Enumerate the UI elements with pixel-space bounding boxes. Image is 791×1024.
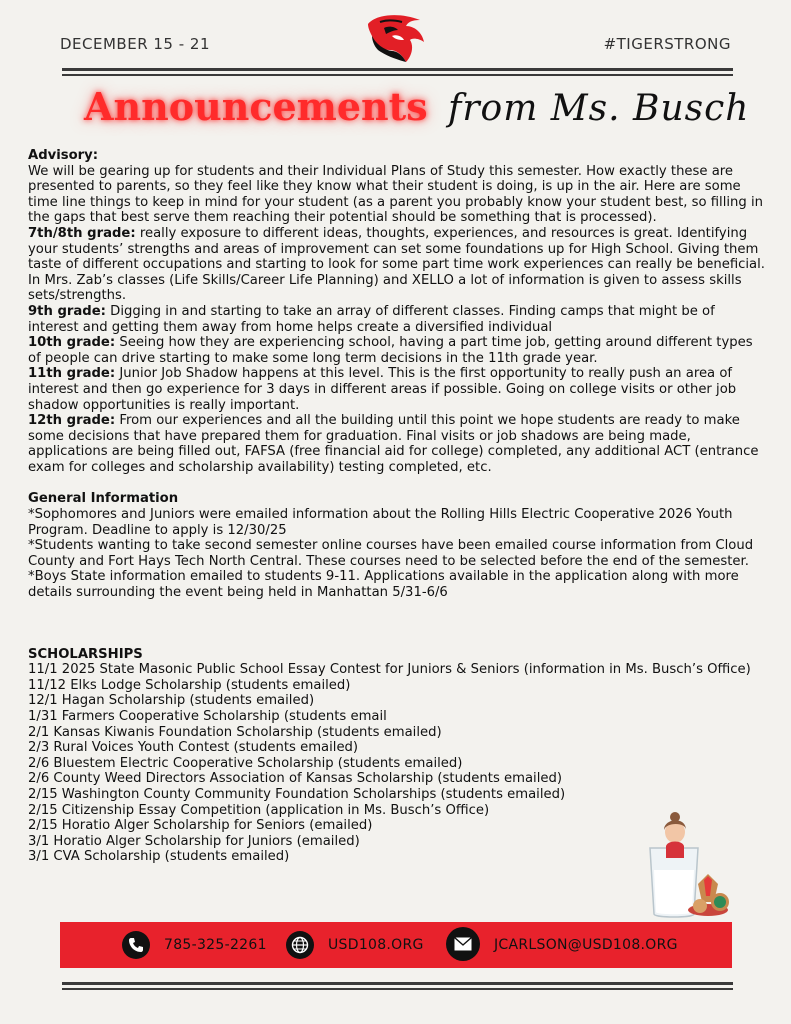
grade-11: [28, 366, 768, 413]
title-announcements: Announcements: [84, 84, 428, 129]
scholarships-heading: [28, 647, 768, 663]
grade-text: Junior Job Shadow happens at this level. This is the first opportunity to really push an area of interest and then go experience for 3 days in different areas if possible. Going on college visits or other job shadow opportunities is really important.: [28, 366, 737, 413]
scholarship-item: 1/31 Farmers Cooperative Scholarship (students email: [28, 709, 387, 724]
scholarships-heading-text: SCHOLARSHIPS: [28, 646, 143, 662]
contact-footer-bar: [60, 922, 732, 968]
scholarship-item: 11/1 2025 State Masonic Public School Essay Contest for Juniors & Seniors (information in Ms. Busch’s Office): [28, 662, 751, 678]
grade-text: Digging in and starting to take an array of different classes. Finding camps that might be of interest and getting them away from home helps create a diversified individual: [28, 303, 715, 335]
grade-text: really exposure to different ideas, thoughts, experiences, and resources is great. Identifying your students’ strengths and areas of improvement can set some foundations up for High School. Giving them taste of different occupations and starting to look for some part time work experiences can really be beneficial. In Mrs. Zab’s classes (Life Skills/Career Life Planning) and XELLO a lot of information is given to assess skills sets/strengths.: [28, 225, 765, 304]
header-rule-top: [62, 68, 733, 71]
scholarship-item: 2/15 Washington County Community Foundation Scholarships (students emailed): [28, 786, 566, 802]
general-item: *Sophomores and Juniors were emailed information about the Rolling Hills Electric Cooperative 2026 Youth Program. Deadline to apply is 12/30/25: [28, 507, 733, 538]
scholarship-item: 2/6 County Weed Directors Association of Kansas Scholarship (students emailed): [28, 771, 563, 787]
scholarship-item: 12/1 Hagan Scholarship (students emailed): [28, 693, 315, 709]
announcement-body: [28, 148, 768, 865]
title-byline: from Ms. Busch: [448, 88, 750, 129]
spacer: [28, 475, 768, 491]
hashtag: #TIGERSTRONG: [603, 35, 731, 53]
footer-rule-top: [62, 982, 733, 985]
grade-label: 9th grade:: [28, 303, 106, 319]
advisory-intro: We will be gearing up for students and their Individual Plans of Study this semester. How exactly these are presented to parents, so they feel like they know what their student is doing, is up in the air. Here are some time line things to keep in mind for your student (as a parent you probably know your student best, so filling in the gaps that best serve them reaching their potential should be something that is processed).: [28, 163, 763, 226]
grade-label: 12th grade:: [28, 413, 116, 429]
scholarship-item: 2/15 Citizenship Essay Competition (application in Ms. Busch’s Office): [28, 802, 490, 818]
scholarship-item: 2/1 Kansas Kiwanis Foundation Scholarship (students emailed): [28, 724, 442, 740]
globe-icon: [286, 931, 314, 959]
grade-text: Seeing how they are experiencing school, having a part time job, getting around different types of people can drive starting to make some long term decisions in the 11th grade year.: [28, 335, 753, 366]
grade-label: 10th grade:: [28, 335, 116, 351]
milk-glass-cookie-illustration: [642, 810, 734, 922]
email-address: JCARLSON@USD108.ORG: [494, 937, 678, 953]
advisory-heading: Advisory:: [28, 148, 99, 163]
general-item: *Students wanting to take second semester online courses have been emailed course information from Cloud County and Fort Hays Tech North Central. These courses need to be selected before the end of the semester.: [28, 538, 754, 569]
scholarship-item: 2/3 Rural Voices Youth Contest (students emailed): [28, 740, 359, 756]
tiger-head-logo: [362, 10, 428, 66]
grade-7-8: [28, 226, 768, 304]
website-url: USD108.ORG: [328, 937, 424, 953]
grade-label: 11th grade:: [28, 366, 116, 382]
scholarship-item: 3/1 CVA Scholarship (students emailed): [28, 849, 290, 865]
grade-9: [28, 304, 768, 335]
advisory-section: [28, 148, 768, 226]
scholarship-item: 3/1 Horatio Alger Scholarship for Juniors (emailed): [28, 833, 360, 849]
newsletter-date: DECEMBER 15 - 21: [60, 35, 211, 53]
general-heading: [28, 491, 768, 507]
scholarship-item: 11/12 Elks Lodge Scholarship (students emailed): [28, 677, 351, 693]
spacer: [28, 601, 768, 647]
scholarship-item: 2/6 Bluestem Electric Cooperative Scholarship (students emailed): [28, 755, 463, 771]
phone-icon: [122, 931, 150, 959]
footer-website[interactable]: [286, 930, 424, 960]
footer-rule-bottom: [62, 988, 733, 990]
grade-12: [28, 413, 768, 475]
grade-label: 7th/8th grade:: [28, 225, 136, 241]
phone-number: 785-325-2261: [164, 937, 267, 953]
grade-text: From our experiences and all the building until this point we hope students are ready to make some decisions that have prepared them for graduation. Final visits or job shadows are being made, applications are being filled out, FAFSA (free financial aid for college) completed, any additional ACT (entrance exam for colleges and scholarship availability) testing completed, etc.: [28, 413, 759, 475]
general-item: *Boys State information emailed to students 9-11. Applications available in the application along with more details surrounding the event being held in Manhattan 5/31-6/6: [28, 569, 739, 601]
scholarship-item: 2/15 Horatio Alger Scholarship for Seniors (emailed): [28, 818, 373, 834]
envelope-icon: [446, 927, 480, 961]
general-heading-text: General Information: [28, 491, 179, 507]
footer-phone[interactable]: [122, 930, 267, 960]
header-rule-bottom: [62, 74, 733, 76]
footer-email[interactable]: [446, 930, 678, 960]
page-title: [80, 84, 760, 144]
grade-10: [28, 335, 768, 366]
